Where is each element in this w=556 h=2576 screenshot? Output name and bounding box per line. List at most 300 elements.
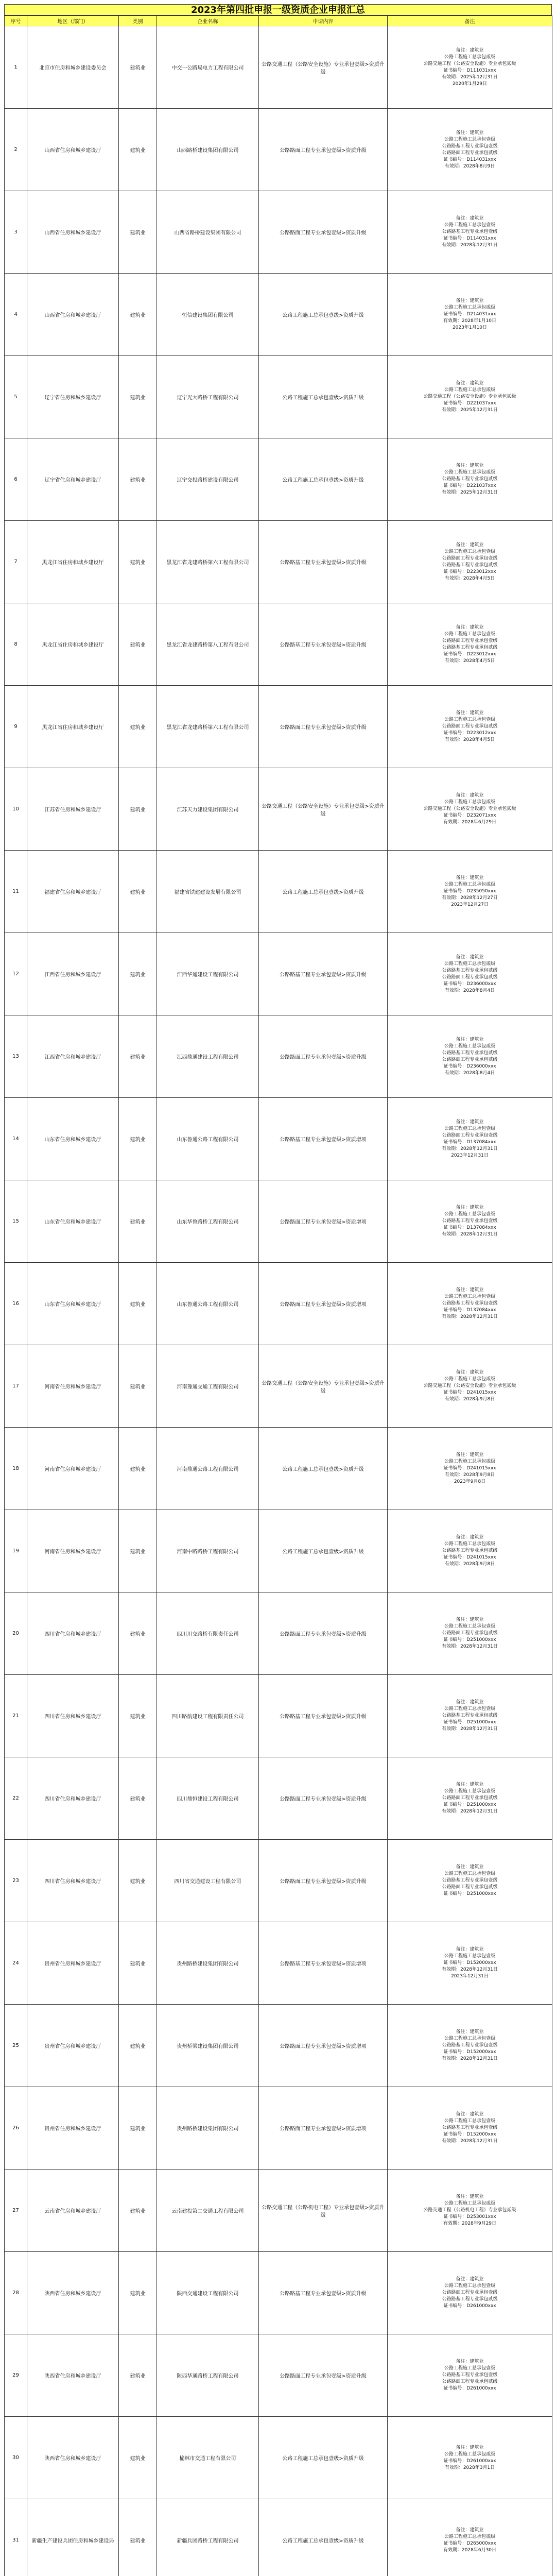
note-line: 证书编号：D111031xxx <box>443 67 496 73</box>
cell-note <box>388 1015 552 1098</box>
cell-company: 山西路桥建设集团有限公司 <box>157 109 259 191</box>
cell-company: 黑龙江省龙建路桥第六工程有限公司 <box>157 521 259 603</box>
cell-region: 山西省住房和城乡建设厅 <box>27 191 119 274</box>
cell-region: 山东省住房和城乡建设厅 <box>27 1180 119 1263</box>
note-line: 公路工程施工总承包贰级 <box>444 1541 495 1547</box>
cell-company: 河南豫通交通工程有限公司 <box>157 1345 259 1428</box>
note-line: 证书编号：D261000xxx <box>443 2458 496 2464</box>
cell-content: 公路工程施工总承包壹级>资质升级 <box>259 2499 388 2576</box>
table-row <box>5 1840 552 1922</box>
note-line: 有效期：2025年12月31日 <box>442 408 498 413</box>
cell-category: 建筑业 <box>119 1263 157 1345</box>
note-line: 公路工程施工总承包壹级 <box>444 1624 495 1629</box>
cell-note <box>388 438 552 521</box>
table-row <box>5 933 552 1015</box>
note-line: 有效期：2028年4月5日 <box>444 737 495 742</box>
note-line: 有效期：2028年6月29日 <box>443 820 497 825</box>
note-line: 公路路面工程专业承包贰级 <box>442 1631 498 1636</box>
note-line: 公路路面工程专业承包壹级 <box>442 1132 498 1138</box>
cell-region: 山东省住房和城乡建设厅 <box>27 1098 119 1180</box>
note-line: 有效期：2028年12月31日 <box>442 1146 498 1151</box>
cell-content: 公路交通工程（公路安全设施）专业承包壹级>资质升级 <box>259 1345 388 1428</box>
note-line: 2023年12月31日 <box>451 1974 489 1979</box>
note-line: 公路路面工程专业承包壹级 <box>442 2290 498 2295</box>
cell-note <box>388 2087 552 2170</box>
cell-region: 山西省住房和城乡建设厅 <box>27 274 119 356</box>
note-line: 公路工程施工总承包贰级 <box>444 387 495 393</box>
cell-region: 贵州省住房和城乡建设厅 <box>27 1922 119 2005</box>
note-line: 有效期：2028年6月30日 <box>443 2547 497 2553</box>
cell-note <box>388 1922 552 2005</box>
note-line: 公路路基工程专业承包壹级 <box>442 1878 498 1883</box>
cell-region: 河南省住房和城乡建设厅 <box>27 1510 119 1592</box>
note-line: 公路路基工程专业承包贰级 <box>442 562 498 568</box>
table-row <box>5 274 552 356</box>
note-line: 备注：建筑业 <box>456 1452 484 1458</box>
table-row <box>5 1510 552 1592</box>
cell-content: 公路工程施工总承包壹级>资质升级 <box>259 851 388 933</box>
note-line: 证书编号：D261000xxx <box>443 2386 496 2391</box>
cell-company: 山东鲁通公路工程有限公司 <box>157 1098 259 1180</box>
note-line: 公路路基工程专业承包贰级 <box>442 1548 498 1553</box>
cell-category: 建筑业 <box>119 2334 157 2417</box>
cell-category: 建筑业 <box>119 1840 157 1922</box>
cell-content: 公路工程施工总承包壹级>资质升级 <box>259 274 388 356</box>
cell-content: 公路路面工程专业承包壹级>资质升级 <box>259 1840 388 1922</box>
cell-no: 24 <box>5 1922 27 2005</box>
cell-content: 公路路面工程专业承包壹级>资质升级 <box>259 1015 388 1098</box>
note-line: 公路工程施工总承包壹级 <box>444 1212 495 1217</box>
cell-category: 建筑业 <box>119 2170 157 2252</box>
note-line: 备注：建筑业 <box>456 710 484 716</box>
note-line: 有效期：2028年12月31日 <box>442 243 498 248</box>
note-line: 2023年12月27日 <box>451 902 489 907</box>
cell-company: 陕西华通路桥工程有限公司 <box>157 2334 259 2417</box>
table-row <box>5 109 552 191</box>
note-line: 证书编号：D223012xxx <box>443 569 496 574</box>
note-line: 证书编号：D251000xxx <box>443 1802 496 1807</box>
cell-region: 江苏省住房和城乡建设厅 <box>27 768 119 851</box>
note-line: 备注：建筑业 <box>456 1617 484 1622</box>
note-line: 公路路基工程专业承包贰级 <box>442 1713 498 1718</box>
cell-category: 建筑业 <box>119 2087 157 2170</box>
cell-content: 公路路面工程专业承包壹级>资质增项 <box>259 1263 388 1345</box>
table-row <box>5 1180 552 1263</box>
cell-category: 建筑业 <box>119 1098 157 1180</box>
note-line: 公路路基工程专业承包壹级 <box>442 2372 498 2378</box>
note-line: 有效期：2028年8月4日 <box>444 1070 495 1076</box>
note-line: 有效期：2028年3月1日 <box>444 2465 495 2470</box>
cell-category: 建筑业 <box>119 356 157 438</box>
note-line: 证书编号：D152000xxx <box>443 2132 496 2137</box>
cell-content: 公路路面工程专业承包壹级>资质增项 <box>259 1180 388 1263</box>
note-line: 证书编号：D251000xxx <box>443 1720 496 1725</box>
cell-company: 山东华鲁路桥工程有限公司 <box>157 1180 259 1263</box>
table-row <box>5 1592 552 1675</box>
cell-category: 建筑业 <box>119 1345 157 1428</box>
cell-note <box>388 521 552 603</box>
note-line: 备注：建筑业 <box>456 1119 484 1125</box>
cell-note <box>388 686 552 768</box>
cell-no: 19 <box>5 1510 27 1592</box>
table-header-row <box>5 16 552 26</box>
cell-region: 辽宁省住房和城乡建设厅 <box>27 356 119 438</box>
note-line: 证书编号：D137084xxx <box>443 1139 496 1145</box>
note-line: 公路路基工程专业承包贰级 <box>442 645 498 650</box>
note-line: 备注：建筑业 <box>456 1205 484 1210</box>
cell-content: 公路路面工程专业承包壹级>资质升级 <box>259 191 388 274</box>
cell-no: 4 <box>5 274 27 356</box>
table-row <box>5 2499 552 2576</box>
note-line: 公路路面工程专业承包贰级 <box>442 974 498 980</box>
note-line: 公路工程施工总承包贰级 <box>444 2451 495 2457</box>
note-line: 有效期：2028年12月31日 <box>442 1232 498 1237</box>
note-line: 证书编号：D137084xxx <box>443 1308 496 1313</box>
note-line: 2020年1月29日 <box>452 81 488 87</box>
cell-category: 建筑业 <box>119 933 157 1015</box>
cell-region: 山东省住房和城乡建设厅 <box>27 1263 119 1345</box>
cell-region: 云南省住房和城乡建设厅 <box>27 2170 119 2252</box>
header-company: 企业名称 <box>157 16 259 26</box>
note-line: 公路工程施工总承包贰级 <box>444 1459 495 1464</box>
note-line: 公路路基工程专业承包贰级 <box>442 1050 498 1056</box>
note-line: 证书编号：D261000xxx <box>443 2303 496 2309</box>
cell-no: 10 <box>5 768 27 851</box>
sheet-title: 2023年第四批申报一级资质企业申报汇总 <box>4 4 552 15</box>
note-line: 证书编号：D251000xxx <box>443 1637 496 1642</box>
note-line: 2023年1月10日 <box>452 325 488 330</box>
note-line: 备注：建筑业 <box>456 216 484 221</box>
cell-note <box>388 2005 552 2087</box>
table-row <box>5 2252 552 2334</box>
table-row <box>5 1263 552 1345</box>
cell-category: 建筑业 <box>119 1675 157 1757</box>
cell-content: 公路路面工程专业承包壹级>资质增项 <box>259 2087 388 2170</box>
cell-no: 29 <box>5 2334 27 2417</box>
note-line: 有效期：2028年12月31日 <box>442 1809 498 1814</box>
table-row <box>5 2417 552 2499</box>
cell-content: 公路交通工程（公路安全设施）专业承包壹级>资质升级 <box>259 26 388 109</box>
note-line: 备注：建筑业 <box>456 2277 484 2282</box>
cell-category: 建筑业 <box>119 851 157 933</box>
cell-category: 建筑业 <box>119 686 157 768</box>
cell-region: 辽宁省住房和城乡建设厅 <box>27 438 119 521</box>
note-line: 证书编号：D221037xxx <box>443 401 496 406</box>
note-line: 备注：建筑业 <box>456 1947 484 1952</box>
cell-region: 河南省住房和城乡建设厅 <box>27 1428 119 1510</box>
note-line: 备注：建筑业 <box>456 1782 484 1787</box>
note-line: 备注：建筑业 <box>456 130 484 135</box>
cell-no: 6 <box>5 438 27 521</box>
cell-no: 12 <box>5 933 27 1015</box>
cell-content: 公路交通工程（公路安全设施）专业承包壹级>资质升级 <box>259 768 388 851</box>
note-line: 证书编号：D223012xxx <box>443 731 496 736</box>
note-line: 有效期：2028年8月4日 <box>444 988 495 993</box>
note-line: 备注：建筑业 <box>456 1287 484 1293</box>
cell-content: 公路路基工程专业承包壹级>资质升级 <box>259 1675 388 1757</box>
note-line: 公路工程施工总承包贰级 <box>444 1377 495 1382</box>
table-row <box>5 1675 552 1757</box>
cell-company: 贵州桥梁建设集团有限公司 <box>157 2005 259 2087</box>
cell-no: 20 <box>5 1592 27 1675</box>
table-row <box>5 191 552 274</box>
cell-company: 中交一公路局电力工程有限公司 <box>157 26 259 109</box>
note-line: 公路工程施工总承包壹级 <box>444 1126 495 1131</box>
cell-category: 建筑业 <box>119 191 157 274</box>
note-line: 公路工程施工总承包壹级 <box>444 2366 495 2371</box>
note-line: 证书编号：D214031xxx <box>443 312 496 317</box>
cell-category: 建筑业 <box>119 1757 157 1840</box>
cell-note <box>388 1345 552 1428</box>
note-line: 公路工程施工总承包贰级 <box>444 1043 495 1049</box>
note-line: 备注：建筑业 <box>456 2359 484 2364</box>
table-row <box>5 1098 552 1180</box>
note-line: 公路工程施工总承包贰级 <box>444 2534 495 2539</box>
note-line: 证书编号：D236000xxx <box>443 1063 496 1069</box>
note-line: 证书编号：D114031xxx <box>443 157 496 162</box>
cell-content: 公路路面工程专业承包壹级>资质升级 <box>259 1757 388 1840</box>
note-line: 公路工程施工总承包壹级 <box>444 1954 495 1959</box>
note-line: 公路路面工程专业承包贰级 <box>442 2379 498 2384</box>
cell-region: 江西省住房和城乡建设厅 <box>27 933 119 1015</box>
note-line: 公路工程施工总承包贰级 <box>444 800 495 805</box>
cell-content: 公路路基工程专业承包壹级>资质升级 <box>259 521 388 603</box>
cell-note <box>388 1510 552 1592</box>
cell-category: 建筑业 <box>119 603 157 686</box>
cell-company: 贵州路桥建设集团有限公司 <box>157 1922 259 2005</box>
cell-region: 黑龙江省住房和城乡建设厅 <box>27 686 119 768</box>
cell-note <box>388 356 552 438</box>
note-line: 证书编号：D114031xxx <box>443 236 496 241</box>
cell-content: 公路路面工程专业承包壹级>资质增项 <box>259 2005 388 2087</box>
note-line: 公路工程施工总承包贰级 <box>444 882 495 887</box>
note-line: 公路交通工程（公路机电工程）专业承包贰级 <box>423 2208 516 2213</box>
cell-company: 四川省交通建设工程有限公司 <box>157 1840 259 1922</box>
note-line: 公路工程施工总承包壹级 <box>444 2283 495 2289</box>
note-line: 公路路面工程专业承包贰级 <box>442 724 498 729</box>
cell-note <box>388 1840 552 1922</box>
cell-company: 山东鲁通公路工程有限公司 <box>157 1263 259 1345</box>
note-line: 公路工程施工总承包贰级 <box>444 2201 495 2206</box>
cell-note <box>388 1263 552 1345</box>
cell-company: 陕西交通建设工程有限公司 <box>157 2252 259 2334</box>
note-line: 备注：建筑业 <box>456 954 484 960</box>
note-line: 公路路面工程专业承包壹级 <box>442 555 498 561</box>
header-no: 序号 <box>5 16 27 26</box>
cell-company: 恒信建设集团有限公司 <box>157 274 259 356</box>
cell-note <box>388 109 552 191</box>
table-row <box>5 768 552 851</box>
note-line: 有效期：2028年12月31日 <box>442 2056 498 2061</box>
note-line: 公路路面工程专业承包贰级 <box>442 1795 498 1801</box>
cell-note <box>388 2170 552 2252</box>
cell-company: 黑龙江省龙建路桥第八工程有限公司 <box>157 603 259 686</box>
note-line: 有效期：2025年12月31日 <box>442 490 498 495</box>
note-line: 有效期：2028年8月9日 <box>444 163 495 169</box>
cell-note <box>388 1428 552 1510</box>
note-line: 备注：建筑业 <box>456 2527 484 2533</box>
cell-region: 北京市住房和城乡建设委员会 <box>27 26 119 109</box>
note-line: 公路路面工程专业承包贰级 <box>442 150 498 156</box>
note-line: 备注：建筑业 <box>456 542 484 548</box>
note-line: 公路工程施工总承包壹级 <box>444 549 495 554</box>
note-line: 有效期：2028年9月8日 <box>444 1472 495 1478</box>
table-row <box>5 2087 552 2170</box>
cell-region: 四川省住房和城乡建设厅 <box>27 1757 119 1840</box>
cell-no: 2 <box>5 109 27 191</box>
note-line: 有效期：2028年12月31日 <box>442 1726 498 1732</box>
note-line: 备注：建筑业 <box>456 47 484 53</box>
cell-category: 建筑业 <box>119 438 157 521</box>
note-line: 公路工程施工总承包壹级 <box>444 717 495 722</box>
header-category: 类别 <box>119 16 157 26</box>
cell-company: 辽宁交投路桥建设有限公司 <box>157 438 259 521</box>
cell-category: 建筑业 <box>119 2005 157 2087</box>
note-line: 备注：建筑业 <box>456 2445 484 2450</box>
cell-no: 21 <box>5 1675 27 1757</box>
cell-content: 公路路基工程专业承包壹级>资质增项 <box>259 1098 388 1180</box>
note-line: 有效期：2028年4月5日 <box>444 658 495 664</box>
cell-category: 建筑业 <box>119 274 157 356</box>
cell-no: 1 <box>5 26 27 109</box>
cell-no: 30 <box>5 2417 27 2499</box>
note-line: 2023年9月8日 <box>454 1479 486 1484</box>
note-line: 2023年12月31日 <box>451 1153 489 1158</box>
note-line: 公路工程施工总承包壹级 <box>444 2036 495 2041</box>
note-line: 公路工程施工总承包壹级 <box>444 1871 495 1876</box>
note-line: 备注：建筑业 <box>456 1865 484 1870</box>
cell-company: 江苏天力建设集团有限公司 <box>157 768 259 851</box>
note-line: 公路工程施工总承包壹级 <box>444 1789 495 1794</box>
table-row <box>5 2334 552 2417</box>
note-line: 公路工程施工总承包壹级 <box>444 1294 495 1299</box>
note-line: 备注：建筑业 <box>456 463 484 468</box>
cell-company: 黑龙江省龙建路桥第六工程有限公司 <box>157 686 259 768</box>
cell-no: 8 <box>5 603 27 686</box>
cell-content: 公路路面工程专业承包壹级>资质升级 <box>259 109 388 191</box>
note-line: 备注：建筑业 <box>456 1370 484 1375</box>
cell-content: 公路工程施工总承包壹级>资质升级 <box>259 356 388 438</box>
cell-company: 山西省路桥建设集团有限公司 <box>157 191 259 274</box>
note-line: 有效期：2028年9月8日 <box>444 1562 495 1567</box>
cell-company: 四川路航建设工程有限责任公司 <box>157 1675 259 1757</box>
cell-note <box>388 851 552 933</box>
cell-category: 建筑业 <box>119 109 157 191</box>
table-row <box>5 26 552 109</box>
table-row <box>5 1922 552 2005</box>
note-line: 公路工程施工总承包贰级 <box>444 961 495 967</box>
cell-category: 建筑业 <box>119 26 157 109</box>
header-region: 地区（部门） <box>27 16 119 26</box>
note-line: 公路路基工程专业承包壹级 <box>442 229 498 234</box>
cell-note <box>388 274 552 356</box>
note-line: 公路交通工程（公路安全设施）专业承包贰级 <box>423 394 516 399</box>
cell-region: 贵州省住房和城乡建设厅 <box>27 2005 119 2087</box>
note-line: 证书编号：D152000xxx <box>443 1960 496 1965</box>
cell-no: 13 <box>5 1015 27 1098</box>
table-row <box>5 1428 552 1510</box>
cell-category: 建筑业 <box>119 1592 157 1675</box>
cell-note <box>388 1675 552 1757</box>
cell-no: 11 <box>5 851 27 933</box>
note-line: 有效期：2028年4月5日 <box>444 575 495 581</box>
cell-note <box>388 191 552 274</box>
note-line: 公路工程施工总承包贰级 <box>444 470 495 475</box>
cell-note <box>388 2417 552 2499</box>
header-content: 申请内容 <box>259 16 388 26</box>
cell-no: 7 <box>5 521 27 603</box>
note-line: 公路路基工程专业承包壹级 <box>442 1218 498 1224</box>
note-line: 证书编号：D236000xxx <box>443 981 496 987</box>
table-row <box>5 1345 552 1428</box>
note-line: 证书编号：D235050xxx <box>443 889 496 894</box>
cell-category: 建筑业 <box>119 2252 157 2334</box>
note-line: 备注：建筑业 <box>456 381 484 386</box>
cell-company: 四川川交路桥有限责任公司 <box>157 1592 259 1675</box>
cell-no: 31 <box>5 2499 27 2576</box>
cell-region: 陕西省住房和城乡建设厅 <box>27 2417 119 2499</box>
cell-content: 公路工程施工总承包壹级>资质升级 <box>259 1510 388 1592</box>
cell-note <box>388 1592 552 1675</box>
note-line: 有效期：2028年12月27日 <box>442 895 498 901</box>
note-line: 证书编号：D152000xxx <box>443 2049 496 2055</box>
note-line: 备注：建筑业 <box>456 624 484 630</box>
cell-category: 建筑业 <box>119 1922 157 2005</box>
cell-no: 14 <box>5 1098 27 1180</box>
table-row <box>5 851 552 933</box>
note-line: 证书编号：D241015xxx <box>443 1555 496 1560</box>
cell-note <box>388 768 552 851</box>
note-line: 公路工程施工总承包壹级 <box>444 631 495 637</box>
table-row <box>5 2170 552 2252</box>
note-line: 证书编号：D221037xxx <box>443 483 496 488</box>
note-line: 备注：建筑业 <box>456 2194 484 2199</box>
note-line: 备注：建筑业 <box>456 1700 484 1705</box>
cell-content: 公路工程施工总承包壹级>资质升级 <box>259 2417 388 2499</box>
cell-company: 河南鼎通公路工程有限公司 <box>157 1428 259 1510</box>
note-line: 有效期：2025年12月31日 <box>442 74 498 80</box>
note-line: 有效期：2028年9月8日 <box>444 1397 495 1402</box>
cell-no: 16 <box>5 1263 27 1345</box>
note-line: 有效期：2028年12月31日 <box>442 2139 498 2144</box>
cell-category: 建筑业 <box>119 1015 157 1098</box>
header-note: 备注 <box>388 16 552 26</box>
note-line: 公路工程施工总承包贰级 <box>444 305 495 310</box>
cell-category: 建筑业 <box>119 1428 157 1510</box>
cell-category: 建筑业 <box>119 1180 157 1263</box>
table-row <box>5 1757 552 1840</box>
cell-note <box>388 933 552 1015</box>
note-line: 证书编号：D241015xxx <box>443 1466 496 1471</box>
cell-company: 贵州路桥建设集团有限公司 <box>157 2087 259 2170</box>
cell-no: 9 <box>5 686 27 768</box>
cell-region: 山西省住房和城乡建设厅 <box>27 109 119 191</box>
cell-region: 四川省住房和城乡建设厅 <box>27 1840 119 1922</box>
note-line: 备注：建筑业 <box>456 1535 484 1540</box>
cell-no: 26 <box>5 2087 27 2170</box>
note-line: 公路路基工程专业承包贰级 <box>442 477 498 482</box>
cell-category: 建筑业 <box>119 1510 157 1592</box>
cell-company: 福建省铁建建设发展有限公司 <box>157 851 259 933</box>
cell-company: 辽宁光大路桥工程有限公司 <box>157 356 259 438</box>
note-line: 证书编号：D137084xxx <box>443 1225 496 1230</box>
cell-note <box>388 1757 552 1840</box>
cell-note <box>388 26 552 109</box>
note-line: 有效期：2028年9月29日 <box>443 2221 497 2226</box>
note-line: 证书编号：D265000xxx <box>443 2540 496 2546</box>
cell-no: 28 <box>5 2252 27 2334</box>
cell-content: 公路路面工程专业承包壹级>资质升级 <box>259 686 388 768</box>
